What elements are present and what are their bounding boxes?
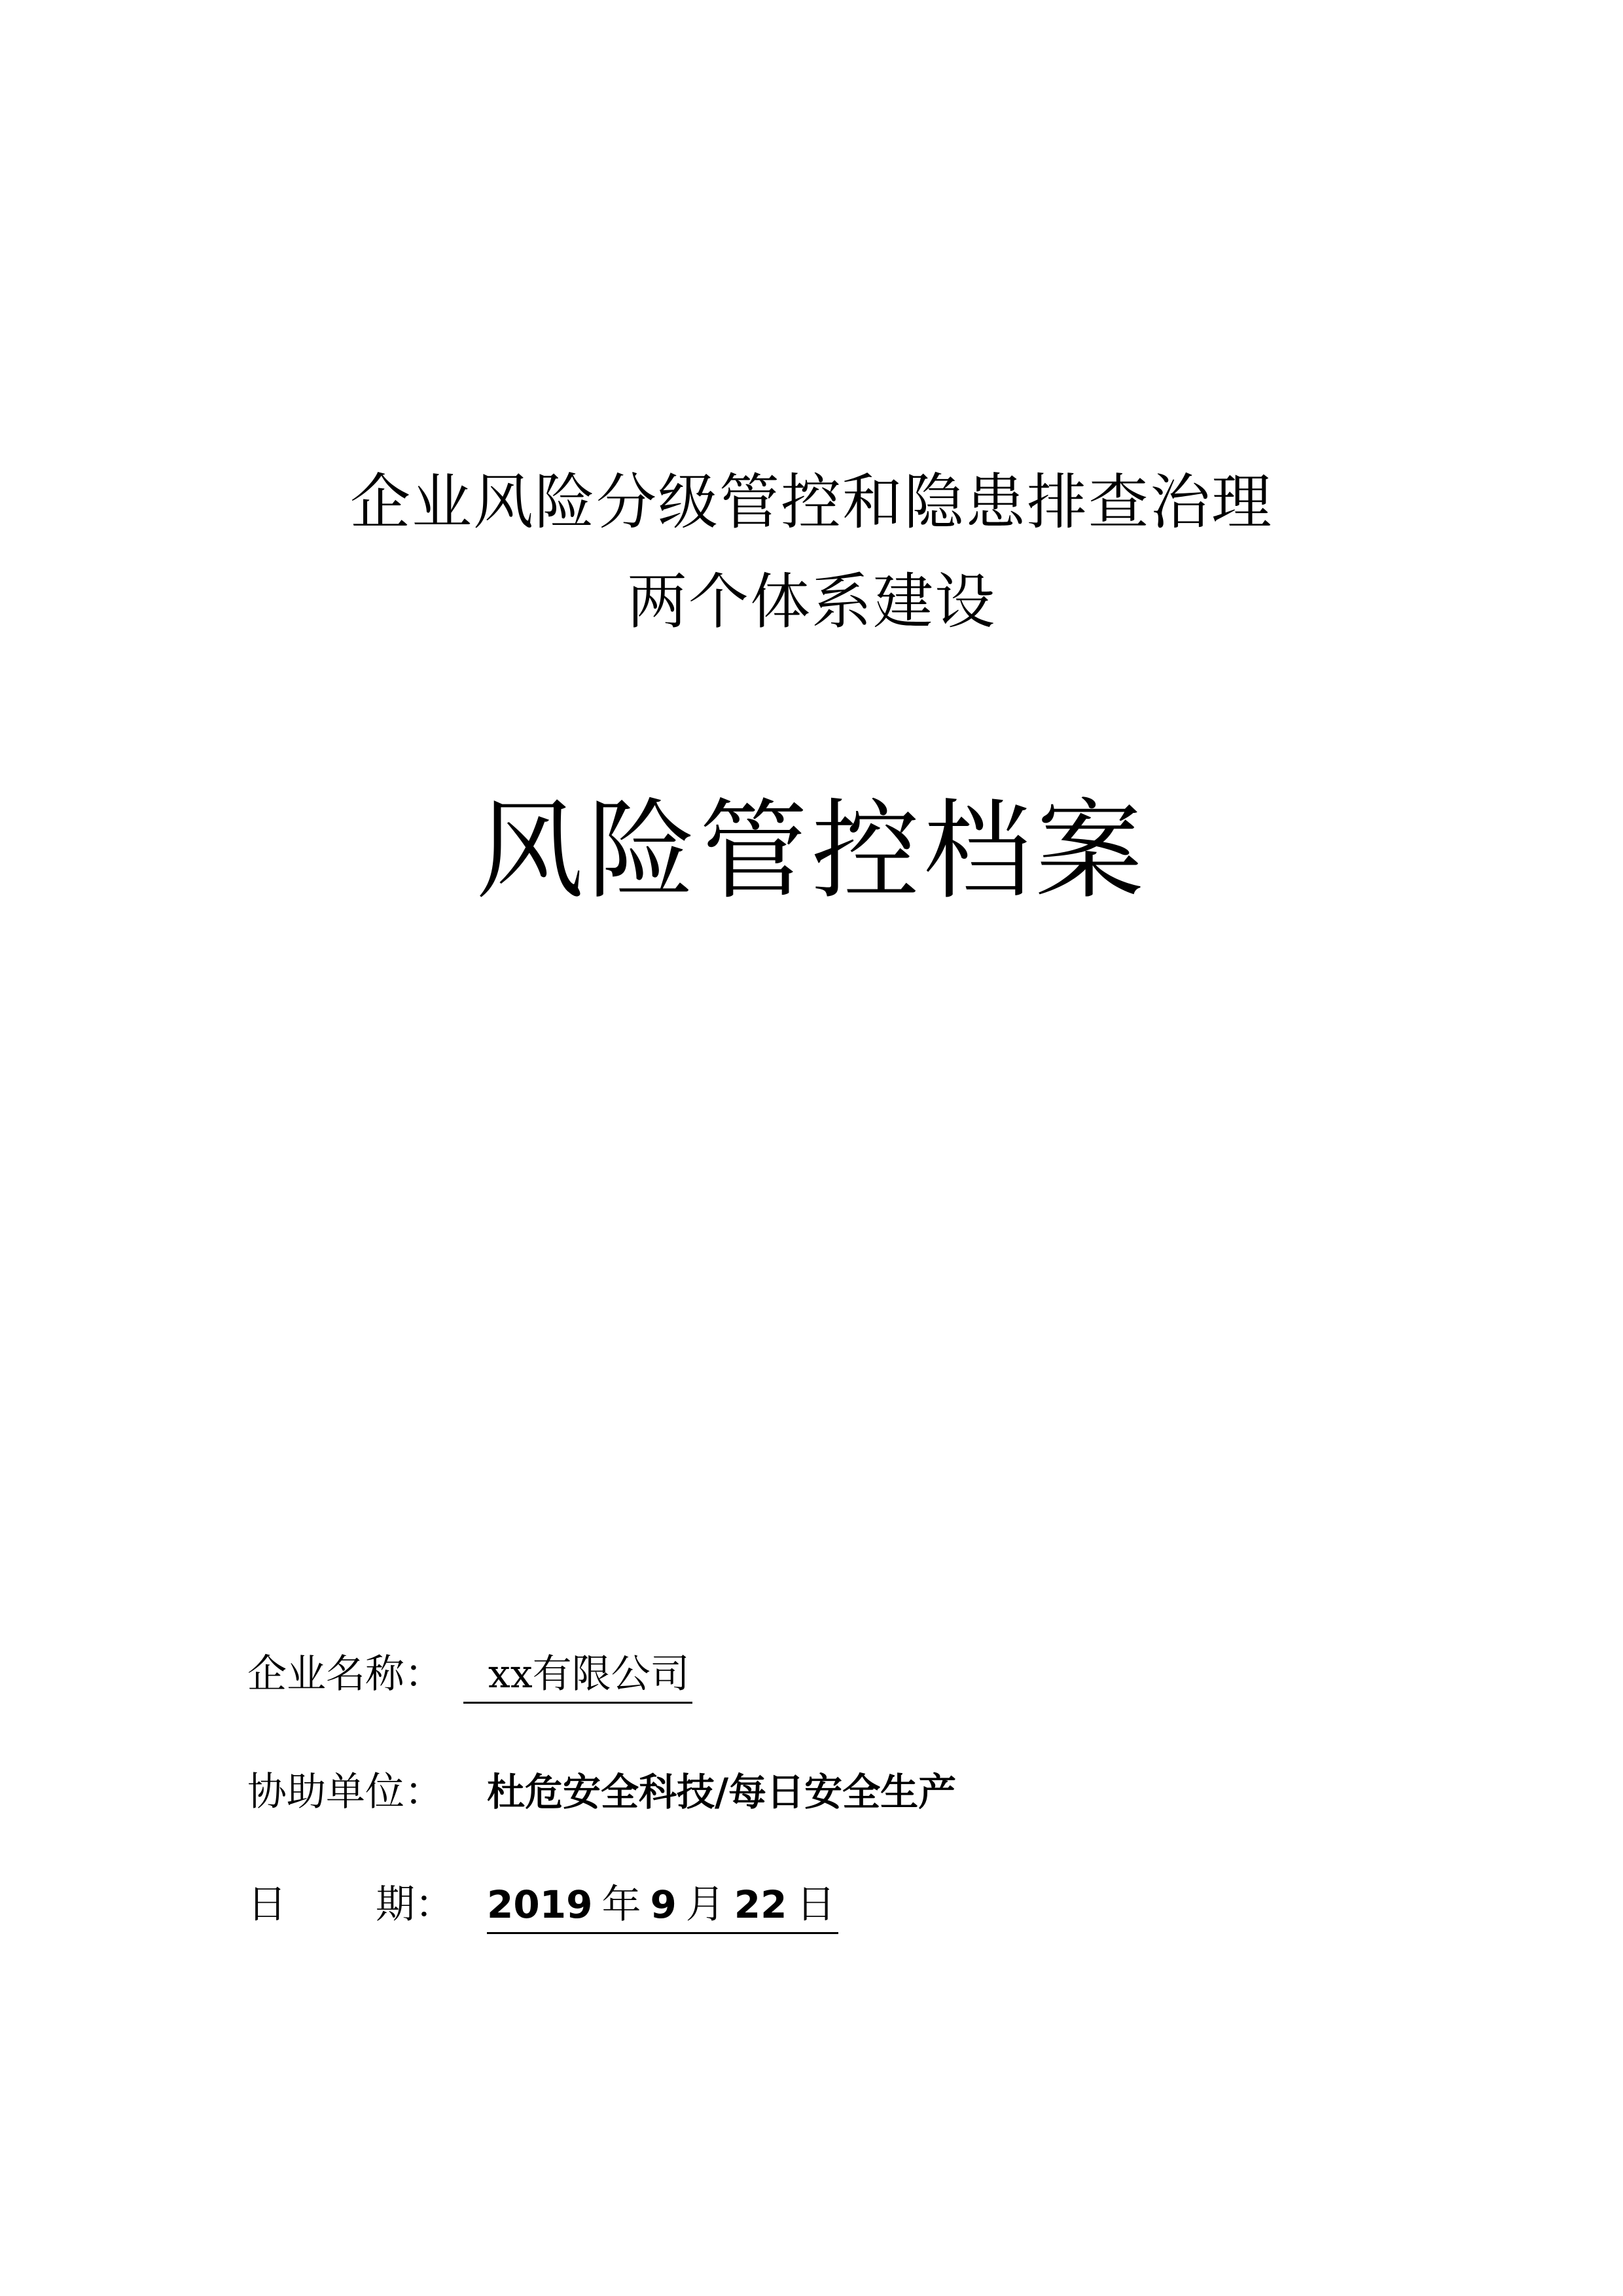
date-month-unit: 月	[685, 1882, 725, 1928]
date-day-unit: 日	[796, 1882, 836, 1928]
date-year: 2019	[487, 1882, 593, 1927]
document-title: 风险管控档案	[476, 788, 1147, 914]
date-day: 22	[734, 1882, 787, 1927]
date-label-first: 日	[247, 1882, 287, 1928]
date-row	[247, 1872, 1425, 1937]
date-year-unit: 年	[601, 1882, 641, 1928]
heading-line-1: 企业风险分级管控和隐患排查治理	[349, 467, 1273, 537]
date-label-second: 期：	[376, 1882, 454, 1928]
date-month: 9	[650, 1882, 677, 1927]
assist-row	[247, 1759, 1425, 1825]
company-label: 企业名称：	[247, 1651, 444, 1697]
company-row	[247, 1641, 1425, 1707]
heading-line-2: 两个体系建设	[626, 567, 996, 637]
date-value	[487, 1872, 838, 1934]
company-value: xx有限公司	[463, 1641, 692, 1704]
assist-value: 杜危安全科技/每日安全生产	[487, 1770, 957, 1814]
assist-label: 协助单位：	[247, 1769, 444, 1815]
